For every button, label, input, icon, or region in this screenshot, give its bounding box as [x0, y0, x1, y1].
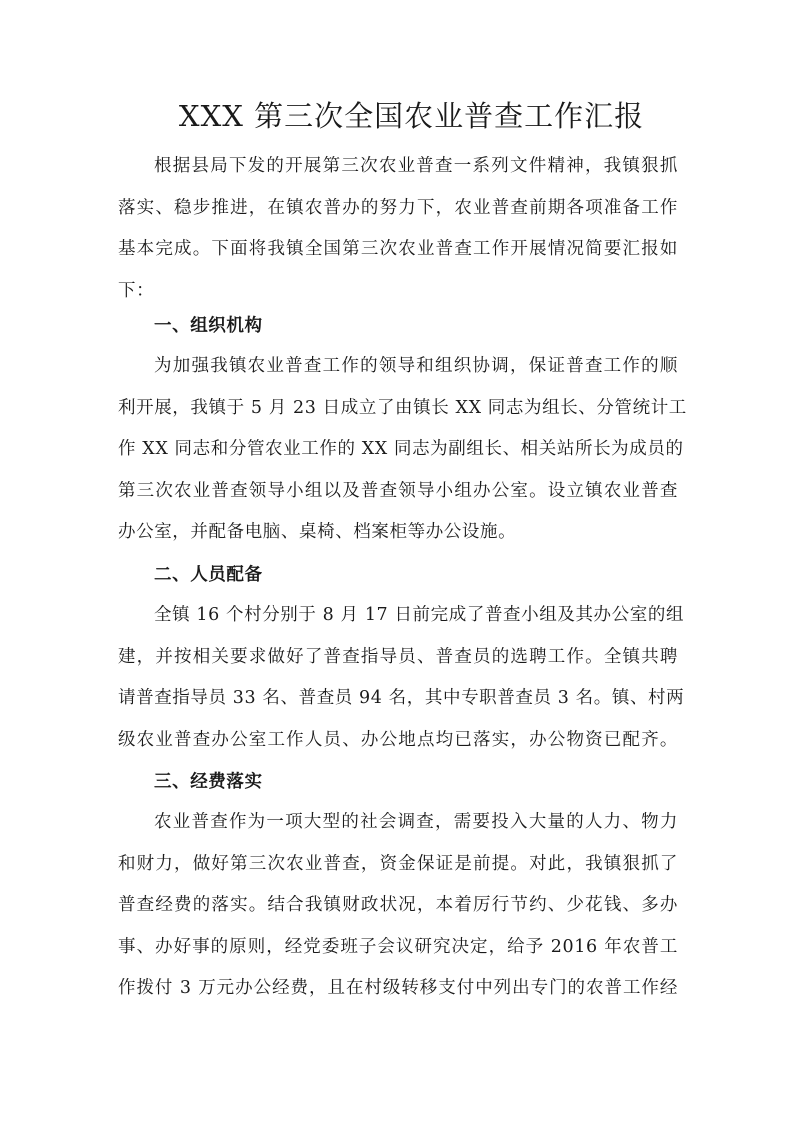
section-heading-staffing: 二、人员配备: [154, 565, 263, 585]
paragraph-line: 下：: [118, 280, 155, 301]
paragraph-line: 事、办好事的原则，经党委班子会议研究决定，给予 2016 年农普工: [118, 936, 678, 957]
document-title: XXX 第三次全国农业普查工作汇报: [178, 99, 645, 133]
paragraph-line: 作 XX 同志和分管农业工作的 XX 同志为副组长、相关站所长为成员的: [118, 439, 684, 459]
paragraph-line: 第三次农业普查领导小组以及普查领导小组办公室。设立镇农业普查: [118, 480, 678, 501]
paragraph-line: 建，并按相关要求做好了普查指导员、普查员的选聘工作。全镇共聘: [118, 646, 678, 667]
paragraph-line: 根据县局下发的开展第三次农业普查一系列文件精神，我镇狠抓: [154, 156, 678, 176]
section-paragraph-organization: [118, 346, 687, 554]
paragraph-line: 农业普查作为一项大型的社会调查，需要投入大量的人力、物力: [154, 812, 678, 832]
paragraph-line: 请普查指导员 33 名、普查员 94 名，其中专职普查员 3 名。镇、村两: [118, 688, 685, 708]
section-heading-funding: 三、经费落实: [154, 772, 263, 792]
paragraph-line: 基本完成。下面将我镇全国第三次农业普查工作开展情况简要汇报如: [118, 239, 678, 259]
paragraph-line: 利开展，我镇于 5 月 23 日成立了由镇长 XX 同志为组长、分管统计工: [118, 397, 687, 418]
section-heading-organization: 一、组织机构: [154, 316, 263, 336]
paragraph-line: 和财力，做好第三次农业普查，资金保证是前提。对此，我镇狠抓了: [118, 853, 678, 874]
intro-paragraph: [118, 146, 678, 312]
paragraph-line: 普查经费的落实。结合我镇财政状况，本着厉行节约、少花钱、多办: [118, 895, 678, 915]
paragraph-line: 作拨付 3 万元办公经费，且在村级转移支付中列出专门的农普工作经: [118, 978, 678, 998]
paragraph-line: 全镇 16 个村分别于 8 月 17 日前完成了普查小组及其办公室的组: [154, 605, 685, 625]
section-paragraph-funding: [118, 802, 678, 1010]
paragraph-line: 落实、稳步推进，在镇农普办的努力下，农业普查前期各项准备工作: [118, 197, 678, 218]
paragraph-line: 办公室，并配备电脑、桌椅、档案柜等办公设施。: [118, 522, 517, 542]
paragraph-line: 级农业普查办公室工作人员、办公地点均已落实，办公物资已配齐。: [118, 729, 678, 750]
paragraph-line: 为加强我镇农业普查工作的领导和组织协调，保证普查工作的顺: [154, 356, 678, 376]
section-paragraph-staffing: [118, 595, 685, 761]
